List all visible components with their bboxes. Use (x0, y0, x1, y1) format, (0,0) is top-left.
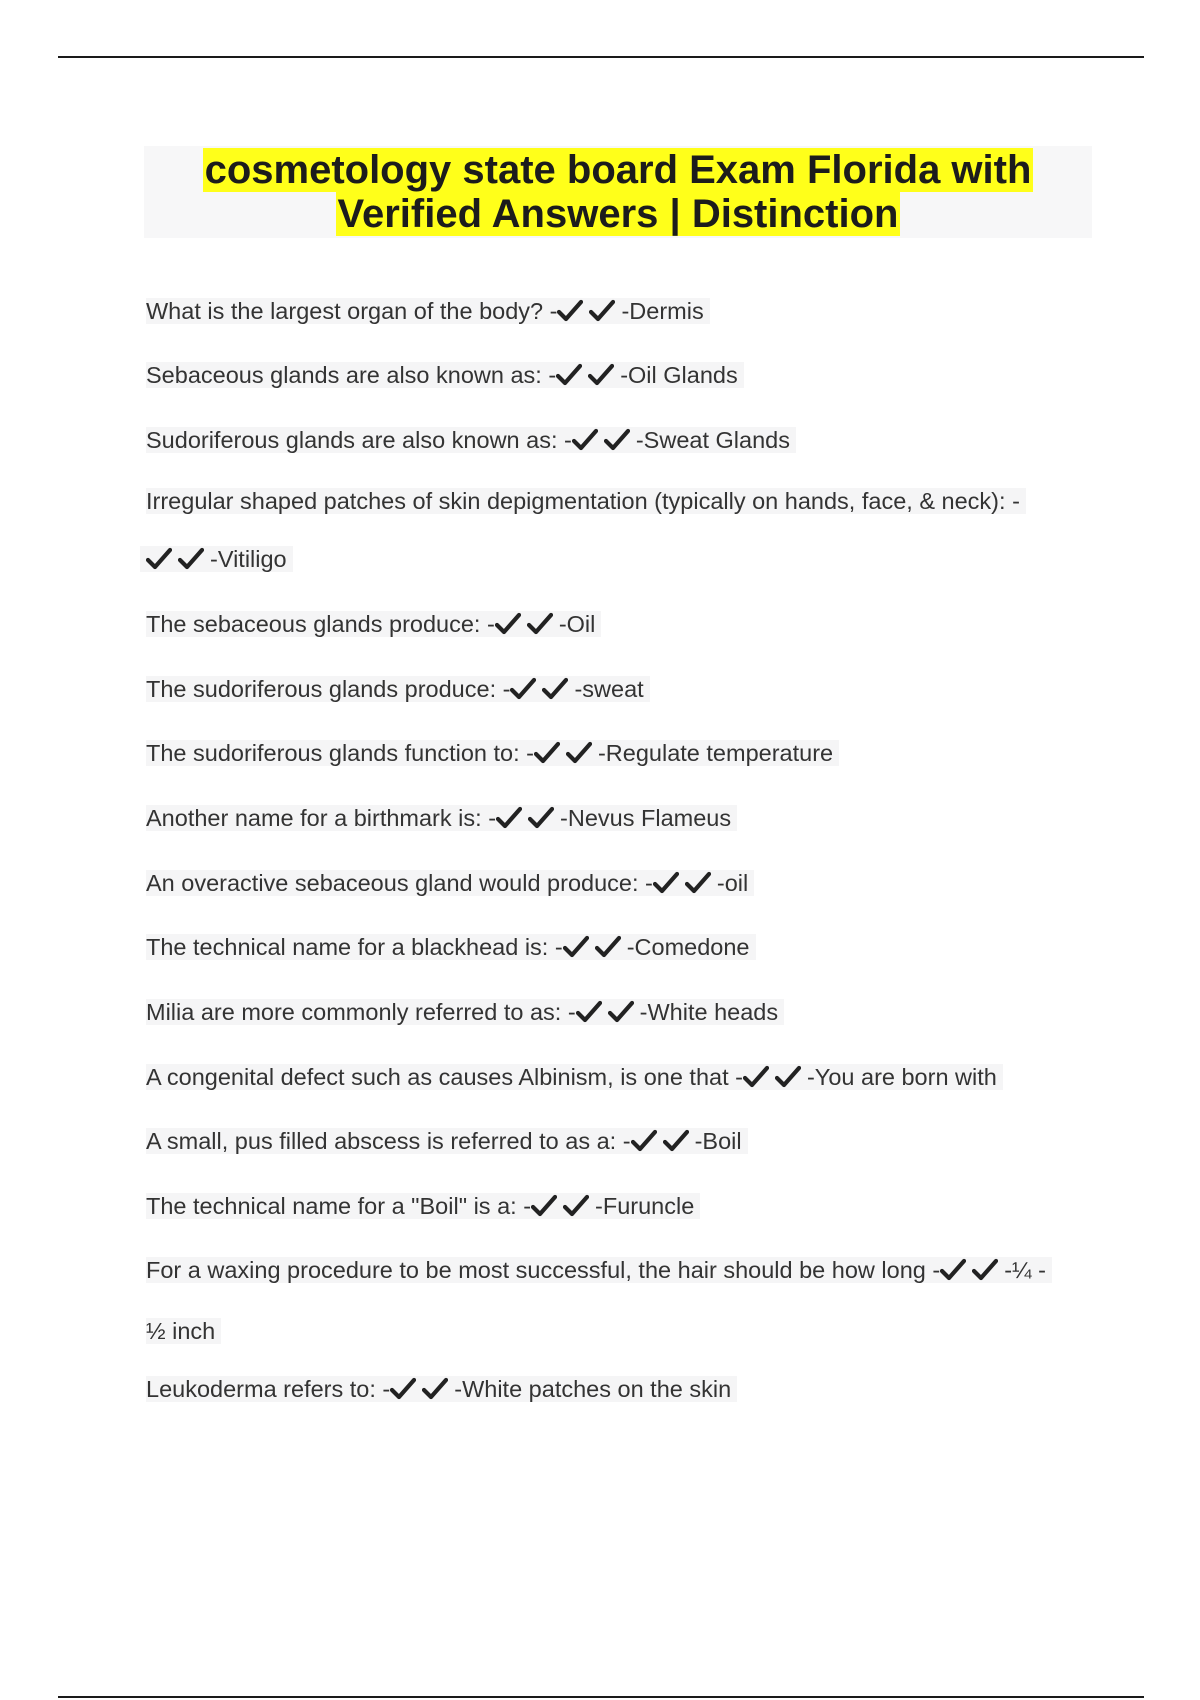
check-mark-icon (685, 871, 711, 895)
check-mark-icon (495, 612, 521, 636)
question-text: Sebaceous glands are also known as: - (146, 362, 557, 388)
answer-text: -Regulate temperature (597, 740, 834, 766)
check-mark-icon (528, 806, 554, 830)
qa-item (146, 1253, 1052, 1287)
check-mark-icon (775, 1065, 801, 1089)
qa-item (146, 607, 601, 641)
qa-item (146, 801, 737, 835)
qa-item-continuation (146, 1314, 221, 1348)
question-text: The technical name for a "Boil" is a: - (146, 1193, 532, 1219)
answer-text: -oil (716, 870, 749, 896)
question-text: The sebaceous glands produce: - (146, 611, 495, 637)
answer-text: -Boil (694, 1128, 742, 1154)
document-title-block (144, 146, 1092, 238)
check-mark-icon (146, 547, 172, 571)
question-text: For a waxing procedure to be most successful, the hair should be how long - (146, 1257, 941, 1283)
answer-text: -Vitiligo (210, 546, 287, 572)
answer-text: -Sweat Glands (635, 427, 790, 453)
bottom-rule (58, 1696, 1144, 1698)
qa-item (146, 1189, 700, 1223)
question-text: Sudoriferous glands are also known as: - (146, 427, 572, 453)
document-title-line-1: cosmetology state board Exam Florida with (204, 148, 1032, 192)
check-mark-icon (510, 677, 536, 701)
question-text: A congenital defect such as causes Albinism, is one that - (146, 1064, 743, 1090)
answer-text-continued: ½ inch (146, 1318, 216, 1344)
qa-item (146, 358, 744, 392)
check-mark-icon (608, 1000, 634, 1024)
qa-item-continuation (140, 542, 293, 576)
qa-item (146, 484, 1026, 518)
answer-text: -White heads (639, 999, 779, 1025)
qa-item (146, 995, 784, 1029)
answer-text: -Nevus Flameus (560, 805, 732, 831)
answer-text: -Furuncle (595, 1193, 695, 1219)
check-mark-icon (663, 1129, 689, 1153)
question-text: Milia are more commonly referred to as: - (146, 999, 576, 1025)
question-text: Leukoderma refers to: - (146, 1376, 391, 1402)
check-mark-icon (390, 1377, 416, 1401)
question-text: Another name for a birthmark is: - (146, 805, 497, 831)
answer-text: -¼ - (1004, 1257, 1046, 1283)
answer-text: -You are born with (806, 1064, 997, 1090)
check-mark-icon (557, 299, 583, 323)
answer-text: -White patches on the skin (454, 1376, 732, 1402)
check-mark-icon (542, 677, 568, 701)
check-mark-icon (534, 741, 560, 765)
check-mark-icon (743, 1065, 769, 1089)
question-text: The technical name for a blackhead is: - (146, 934, 563, 960)
check-mark-icon (604, 428, 630, 452)
question-text: The sudoriferous glands produce: - (146, 676, 511, 702)
check-mark-icon (422, 1377, 448, 1401)
qa-item (146, 672, 650, 706)
answer-text: -sweat (574, 676, 644, 702)
qa-item (146, 294, 710, 328)
answer-text: -Oil (558, 611, 596, 637)
qa-item (146, 1060, 1003, 1094)
check-mark-icon (588, 363, 614, 387)
qa-item (146, 1372, 737, 1406)
check-mark-icon (556, 363, 582, 387)
check-mark-icon (572, 428, 598, 452)
question-text: A small, pus filled abscess is referred to as a: - (146, 1128, 631, 1154)
qa-item (146, 930, 756, 964)
check-mark-icon (631, 1129, 657, 1153)
check-mark-icon (576, 1000, 602, 1024)
question-text: An overactive sebaceous gland would produce: - (146, 870, 653, 896)
question-text: What is the largest organ of the body? - (146, 298, 558, 324)
qa-item (146, 423, 796, 457)
top-rule (58, 56, 1144, 58)
check-mark-icon (589, 299, 615, 323)
check-mark-icon (940, 1258, 966, 1282)
check-mark-icon (595, 935, 621, 959)
question-text: Irregular shaped patches of skin depigmentation (typically on hands, face, & neck): - (146, 488, 1020, 514)
answer-text: -Comedone (626, 934, 750, 960)
check-mark-icon (653, 871, 679, 895)
check-mark-icon (531, 1194, 557, 1218)
answer-text: -Dermis (621, 298, 704, 324)
qa-item (146, 866, 754, 900)
check-mark-icon (178, 547, 204, 571)
document-title-line-2: Verified Answers | Distinction (337, 192, 899, 236)
check-mark-icon (972, 1258, 998, 1282)
check-mark-icon (563, 935, 589, 959)
question-text: The sudoriferous glands function to: - (146, 740, 534, 766)
qa-item (146, 736, 839, 770)
check-mark-icon (566, 741, 592, 765)
qa-item (146, 1124, 748, 1158)
answer-text: -Oil Glands (620, 362, 738, 388)
check-mark-icon (496, 806, 522, 830)
check-mark-icon (527, 612, 553, 636)
check-mark-icon (563, 1194, 589, 1218)
